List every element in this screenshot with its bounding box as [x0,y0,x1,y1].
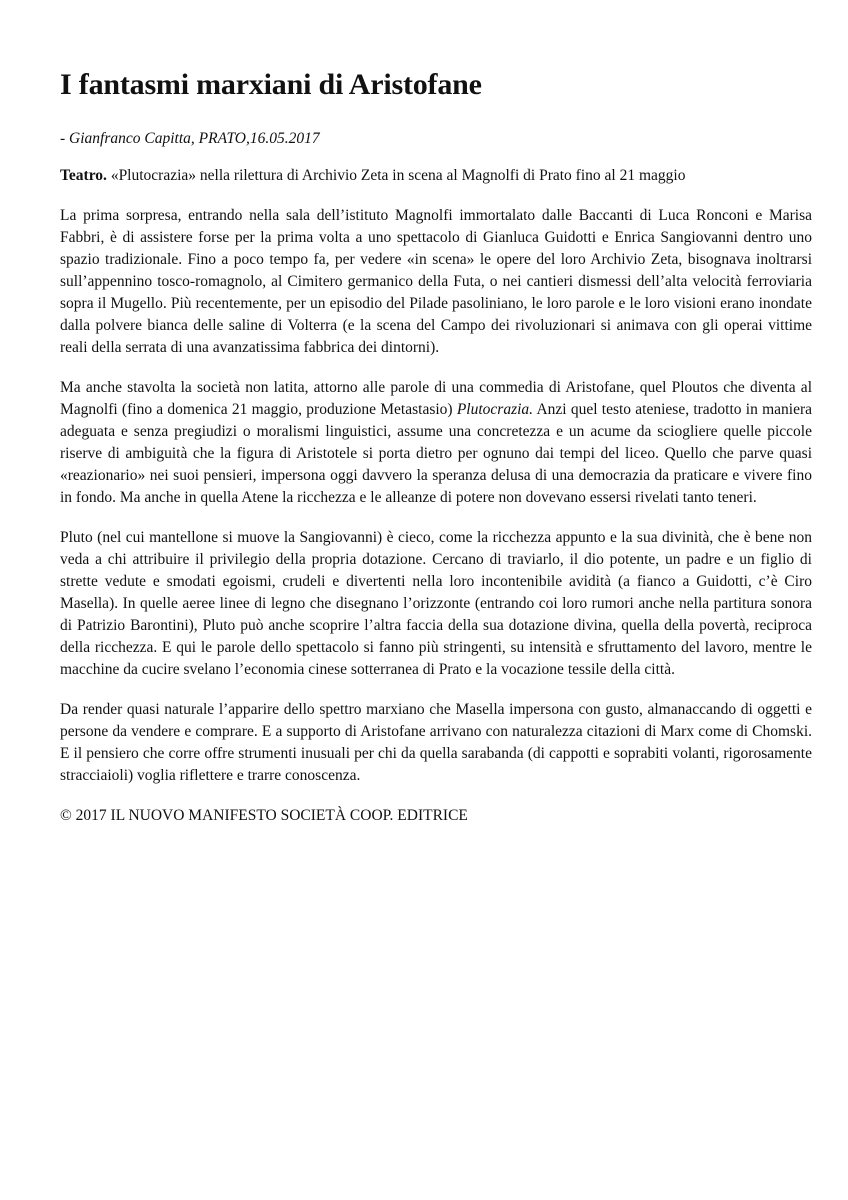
paragraph-2-text-a: Ma anche stavolta la società non latita, attorno alle parole di una commedia di Aristofane, quel Ploutos che diventa al Magnolfi (fino a domenica 21 maggio, produzione Metastasio) [60,379,812,418]
lead-text: «Plutocrazia» nella rilettura di Archivio Zeta in scena al Magnolfi di Prato fino al 21 maggio [106,167,686,184]
copyright-notice: © 2017 IL NUOVO MANIFESTO SOCIETÀ COOP. EDITRICE [60,807,468,824]
article-byline: - Gianfranco Capitta, PRATO,16.05.2017 [60,130,320,147]
article-paragraph-2 [60,377,812,509]
article-paragraph-3: Pluto (nel cui mantellone si muove la Sangiovanni) è cieco, come la ricchezza appunto e la sua divinità, che è bene non veda a chi attribuire il privilegio della propria dotazione. Cercano di traviarlo, il dio potente, un padre e un figlio di strette vedute e smodati egoismi, crudeli e divertenti nella loro incontenibile avidità (a fianco a Guidotti, c’è Ciro Masella). In quelle aeree linee di legno che disegnano l’orizzonte (entrando coi loro rumori anche nella partitura sonora di Patrizio Barontini), Pluto può anche scoprire l’altra faccia della sua dotazione divina, quella della povertà, reciproca della ricchezza. E qui le parole dello spettacolo si fanno più stringenti, su intensità e sfruttamento del lavoro, mentre le macchine da cucire svelano l’economia cinese sotterranea di Prato e la vocazione tessile della città. [60,529,812,678]
article-title: I fantasmi marxiani di Aristofane [60,68,482,101]
paragraph-2-text-b: Anzi quel testo ateniese, tradotto in maniera adeguata e senza pregiudizi o moralismi linguistici, assume una concretezza e un acume da sciogliere quelle piccole riserve di ambiguità che la figura di Aristotele si porta dietro per ognuno dai tempi del liceo. Quello che parve quasi «reazionario» nei suoi pensieri, impersona oggi davvero la speranza delusa di una democrazia da praticare e vivere fino in fondo. Ma anche in quella Atene la ricchezza e le alleanze di potere non dovevano essersi rivelati tanto teneri. [60,401,812,506]
article-lead [60,165,812,187]
paragraph-2-italic-title: Plutocrazia. [456,401,534,418]
article [60,66,812,827]
lead-label: Teatro. [60,167,107,184]
article-paragraph-4: Da render quasi naturale l’apparire dello spettro marxiano che Masella impersona con gusto, almanaccando di oggetti e persone da vendere e comprare. E a supporto di Aristofane arrivano con naturalezza citazioni di Marx come di Chomski. E il pensiero che corre offre strumenti inusuali per chi da quella sarabanda (di cappotti e soprabiti volanti, rigorosamente stracciaioli) voglia riflettere e trarre conoscenza. [60,701,812,784]
article-paragraph-1: La prima sorpresa, entrando nella sala dell’istituto Magnolfi immortalato dalle Baccanti di Luca Ronconi e Marisa Fabbri, è di assistere forse per la prima volta a uno spettacolo di Gianluca Guidotti e Enrica Sangiovanni dentro uno spazio tradizionale. Fino a poco tempo fa, per vedere «in scena» le opere del loro Archivio Zeta, bisognava inoltrarsi sull’appennino tosco-romagnolo, al Cimitero germanico della Futa, o nei cantieri dismessi dell’alta velocità ferroviaria sopra il Mugello. Più recentemente, per un episodio del Pilade pasoliniano, le loro parole e le loro visioni erano inondate dalla polvere bianca delle saline di Volterra (e la scena del Campo dei rivoluzionari si animava con gli operai vittime reali della serrata di una avanzatissima fabbrica dei dintorni). [60,207,812,356]
